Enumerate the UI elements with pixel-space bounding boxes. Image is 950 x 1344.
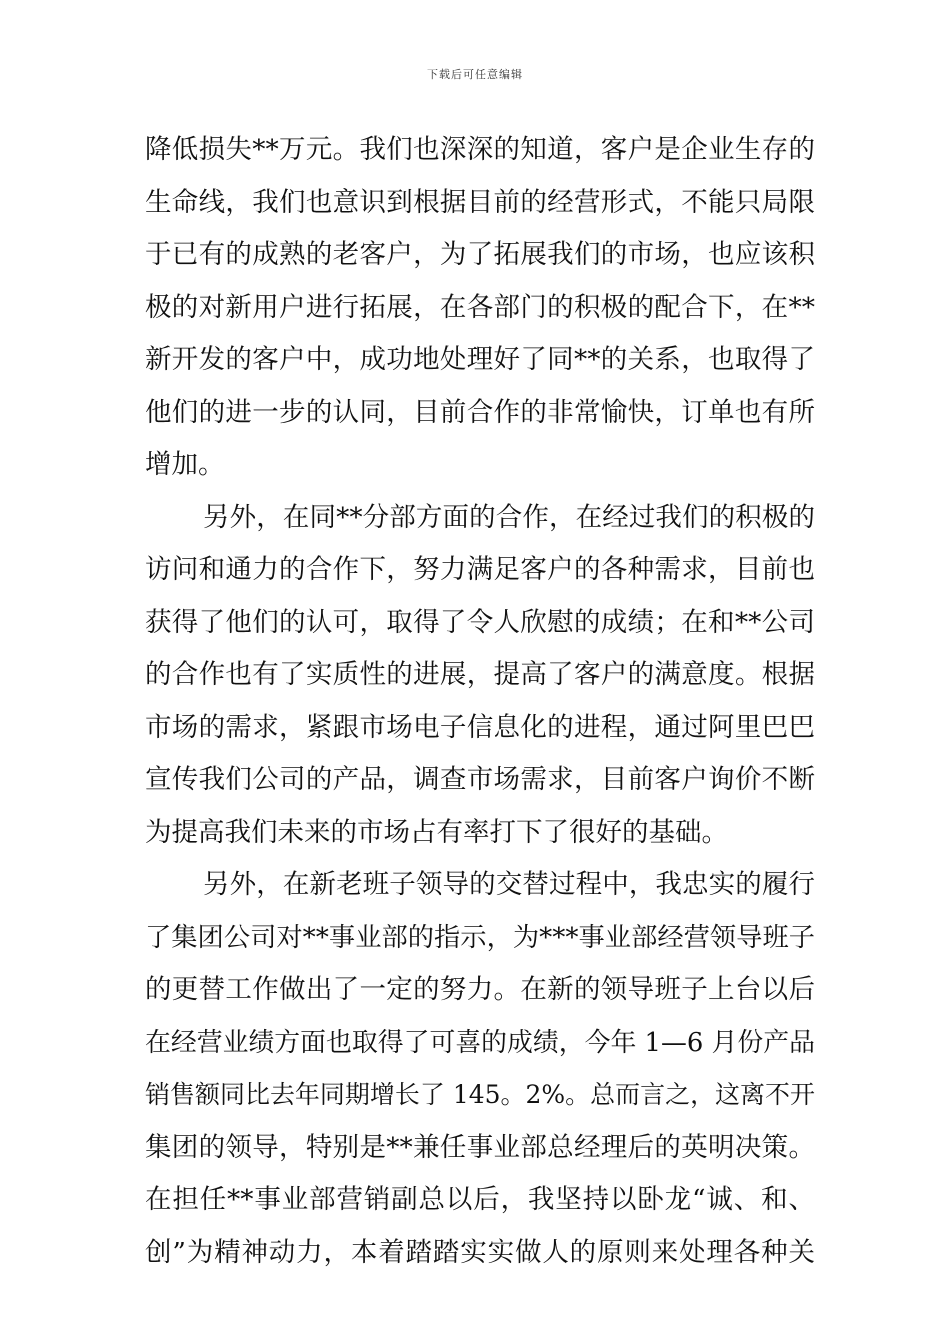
text-line: 为提高我们未来的市场占有率打下了很好的基础。 xyxy=(145,816,728,848)
text-line: 集团的领导，特别是**兼任事业部总经理后的英明决策。 xyxy=(145,1131,815,1163)
text-line: 获得了他们的认可，取得了令人欣慰的成绩；在和**公司 xyxy=(145,606,815,638)
text-line: 极的对新用户进行拓展，在各部门的积极的配合下，在** xyxy=(145,291,815,323)
text-line: 在担任**事业部营销副总以后，我坚持以卧龙“诚、和、 xyxy=(145,1184,815,1215)
text-line: 宣传我们公司的产品，调查市场需求，目前客户询价不断 xyxy=(145,764,815,795)
text-line: 创”为精神动力，本着踏踏实实做人的原则来处理各种关 xyxy=(145,1236,815,1268)
document-body xyxy=(145,124,815,1279)
text-line: 降低损失**万元。我们也深深的知道，客户是企业生存的 xyxy=(145,134,815,165)
text-line: 市场的需求，紧跟市场电子信息化的进程，通过阿里巴巴 xyxy=(145,711,815,743)
page-header: 下载后可任意编辑 xyxy=(427,68,523,81)
text-line: 新开发的客户中，成功地处理好了同**的关系，也取得了 xyxy=(145,344,815,375)
text-line: 他们的进一步的认同，目前合作的非常愉快，订单也有所 xyxy=(145,396,815,428)
text-line: 于已有的成熟的老客户，为了拓展我们的市场，也应该积 xyxy=(145,239,815,270)
text-line: 了集团公司对**事业部的指示，为***事业部经营领导班子 xyxy=(145,922,815,953)
text-line: 增加。 xyxy=(145,449,225,480)
text-line: 的更替工作做出了一定的努力。在新的领导班子上台以后 xyxy=(145,974,815,1005)
text-line: 生命线，我们也意识到根据目前的经营形式，不能只局限 xyxy=(145,186,815,218)
text-line: 的合作也有了实质性的进展，提高了客户的满意度。根据 xyxy=(145,659,815,690)
text-line: 在经营业绩方面也取得了可喜的成绩，今年 1—6 月份产品 xyxy=(145,1027,815,1058)
text-line: 另外，在同**分部方面的合作，在经过我们的积极的 xyxy=(203,501,815,533)
text-line: 销售额同比去年同期增长了 145。2%。总而言之，这离不开 xyxy=(145,1080,815,1109)
text-line: 访问和通力的合作下，努力满足客户的各种需求，目前也 xyxy=(145,554,815,585)
text-line: 另外，在新老班子领导的交替过程中，我忠实的履行 xyxy=(203,869,815,900)
